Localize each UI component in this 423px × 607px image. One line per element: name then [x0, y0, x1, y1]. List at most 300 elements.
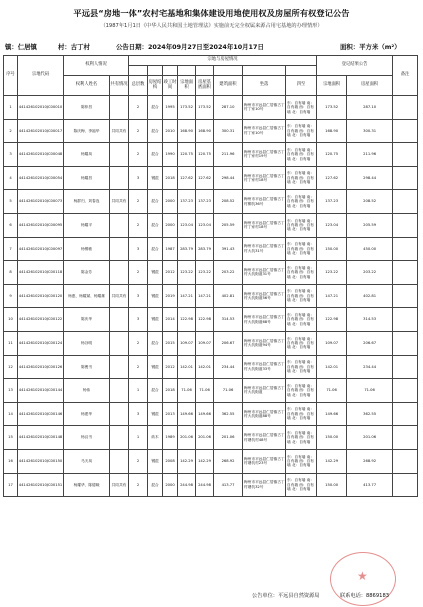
cell-location: 梅州市平远县仁居镇古丁村丁家村18号 — [243, 213, 286, 237]
cell-bounds: 东：自有墙 南：自有墙 西：自有墙 北：自有墙 — [286, 143, 317, 167]
cell-remark — [393, 308, 418, 332]
cell-layers: 2 — [129, 331, 148, 355]
cell-bounds: 东：自有墙 南：自有墙 西：自有墙 北：自有墙 — [286, 237, 317, 261]
cell-remark — [393, 96, 418, 120]
cell-layers: 2 — [129, 473, 148, 497]
cell-reg-land: 137.23 — [317, 190, 347, 214]
cell-structure: 钢混 — [148, 449, 163, 473]
cell-build-area: 287.10 — [214, 96, 243, 120]
table-row — [4, 379, 418, 403]
cell-parcel-code: 441426102010JC00146 — [18, 402, 64, 426]
cell-structure: 钢混 — [148, 284, 163, 308]
cell-shared: 共同共有 — [110, 119, 129, 143]
cell-base-area: 109.07 — [196, 331, 214, 355]
cell-land-area: 142.29 — [178, 449, 196, 473]
cell-shared — [110, 237, 129, 261]
registration-table — [3, 55, 418, 497]
cell-land-area: 137.23 — [178, 190, 196, 214]
cell-base-area: 123.22 — [196, 261, 214, 285]
cell-year: 1995 — [163, 96, 178, 120]
header-shared: 共有情况 — [110, 76, 129, 96]
cell-holder-name: 杨耀华、陈德娥 — [64, 473, 110, 497]
cell-remark — [393, 426, 418, 450]
cell-seq: 2 — [4, 119, 18, 143]
cell-holder-name: 杨耀平 — [64, 213, 110, 237]
cell-base-area: 71.06 — [196, 379, 214, 403]
cell-location: 梅州市平远县仁居镇古丁村大坑街道31号 — [243, 261, 286, 285]
cell-year: 2000 — [163, 473, 178, 497]
cell-remark — [393, 402, 418, 426]
table-row — [4, 449, 418, 473]
table-row — [4, 473, 418, 497]
table-row — [4, 190, 418, 214]
cell-location: 梅州市平远县仁居镇古丁村塘坑村48号 — [243, 426, 286, 450]
cell-shared: 共同共有 — [110, 190, 129, 214]
cell-reg-build: 201.06 — [347, 426, 393, 450]
cell-structure: 砖木 — [148, 426, 163, 450]
cell-reg-land: 150.00 — [317, 473, 347, 497]
header-parcel-code: 宗地代码 — [18, 56, 64, 96]
cell-seq: 10 — [4, 308, 18, 332]
footer-phone: 联系电话：8869183 — [340, 593, 390, 599]
header-year: 竣工时间 — [163, 76, 178, 96]
cell-base-area: 201.06 — [196, 426, 214, 450]
cell-year: 2012 — [163, 261, 178, 285]
cell-build-area: 362.55 — [214, 402, 243, 426]
header-land-group: 宗地与房屋情况 — [129, 56, 317, 66]
cell-reg-land: 123.22 — [317, 261, 347, 285]
cell-bounds: 东：自有墙 南：自有墙 西：自有墙 北：自有墙 — [286, 166, 317, 190]
cell-remark — [393, 190, 418, 214]
cell-remark — [393, 237, 418, 261]
cell-holder-name: 马天凤 — [64, 449, 110, 473]
cell-remark — [393, 213, 418, 237]
cell-parcel-code: 441426102010JC00095 — [18, 213, 64, 237]
cell-year: 2000 — [163, 190, 178, 214]
cell-bounds: 东：自有墙 南：自有墙 西：自有墙 北：自有墙 — [286, 284, 317, 308]
cell-parcel-code: 441426102010JC00144 — [18, 379, 64, 403]
cell-year: 2010 — [163, 119, 178, 143]
cell-shared — [110, 426, 129, 450]
cell-reg-build: 71.06 — [347, 379, 393, 403]
cell-base-area: 142.29 — [196, 449, 214, 473]
cell-location: 梅州市平远县仁居镇古丁村大坑街道 — [243, 379, 286, 403]
cell-reg-build: 268.92 — [347, 449, 393, 473]
cell-holder-name: 陈庆梅、李福华 — [64, 119, 110, 143]
cell-layers: 2 — [129, 119, 148, 143]
cell-reg-build: 314.53 — [347, 308, 393, 332]
cell-base-area: 127.62 — [196, 166, 214, 190]
cell-remark — [393, 261, 418, 285]
cell-seq: 16 — [4, 449, 18, 473]
cell-parcel-code: 441426102010JC00010 — [18, 96, 64, 120]
notice-title: 平远县“房地一体”农村宅基地和集体建设用地使用权及房屋所有权登记公告 — [73, 8, 350, 18]
cell-bounds: 东：自有墙 南：自有墙 西：自有墙 北：自有墙 — [286, 119, 317, 143]
cell-holder-name: 陈俊书 — [64, 355, 110, 379]
header-base-area: 房屋基底面积 — [196, 76, 214, 96]
header-structure: 房屋结构 — [148, 76, 163, 96]
cell-structure: 混合 — [148, 119, 163, 143]
cell-reg-land: 109.07 — [317, 331, 347, 355]
cell-reg-build: 298.44 — [347, 166, 393, 190]
cell-bounds: 东：自有墙 南：自有墙 西：自有墙 北：自有墙 — [286, 190, 317, 214]
cell-shared: 共同共有 — [110, 284, 129, 308]
header-land-area: 宗地面积 — [178, 76, 196, 96]
cell-holder-name: 杨惠、杨耀斌、杨耀雄 — [64, 284, 110, 308]
cell-land-area: 120.75 — [178, 143, 196, 167]
cell-build-area: 413.77 — [214, 473, 243, 497]
cell-remark — [393, 473, 418, 497]
cell-build-area: 206.67 — [214, 331, 243, 355]
cell-holder-name: 陈金芳 — [64, 261, 110, 285]
cell-seq: 15 — [4, 426, 18, 450]
cell-year: 2018 — [163, 166, 178, 190]
header-holder-group: 权利人情况 — [64, 56, 129, 76]
cell-parcel-code: 441426102010JC00126 — [18, 355, 64, 379]
cell-land-area: 127.62 — [178, 166, 196, 190]
meta-village: 村：古丁村 — [58, 43, 90, 51]
cell-build-area: 391.43 — [214, 237, 243, 261]
cell-reg-build: 300.31 — [347, 119, 393, 143]
cell-shared — [110, 143, 129, 167]
cell-structure: 混合 — [148, 96, 163, 120]
cell-layers: 2 — [129, 96, 148, 120]
cell-year: 2000 — [163, 213, 178, 237]
cell-land-area: 244.98 — [178, 473, 196, 497]
cell-location: 梅州市平远县仁居镇古丁村塘坑村23号 — [243, 449, 286, 473]
header-seq: 序号 — [4, 56, 18, 96]
cell-layers: 2 — [129, 355, 148, 379]
cell-seq: 9 — [4, 284, 18, 308]
header-remark: 备注 — [393, 56, 418, 96]
cell-location: 梅州市平远县仁居镇古丁村大坑街道68号 — [243, 308, 286, 332]
cell-location: 梅州市平远县仁居镇古丁村大坑31号 — [243, 237, 286, 261]
cell-bounds: 东：自有墙 南：自有墙 西：自有墙 北：自有墙 — [286, 355, 317, 379]
cell-holder-name: 杨群归、刘春连 — [64, 190, 110, 214]
cell-build-area: 314.53 — [214, 308, 243, 332]
cell-structure: 钢混 — [148, 402, 163, 426]
header-build-area: 建筑面积 — [214, 76, 243, 96]
header-bounds: 四至 — [286, 76, 317, 96]
cell-reg-build: 413.77 — [347, 473, 393, 497]
cell-remark — [393, 166, 418, 190]
cell-bounds: 东：自有墙 南：自有墙 西：自有墙 北：自有墙 — [286, 402, 317, 426]
cell-holder-name: 杨汉书 — [64, 426, 110, 450]
table-row — [4, 426, 418, 450]
cell-layers: 1 — [129, 426, 148, 450]
header-holder-name: 权利人姓名 — [64, 76, 110, 96]
cell-seq: 14 — [4, 402, 18, 426]
cell-reg-build: 206.67 — [347, 331, 393, 355]
cell-reg-build: 203.22 — [347, 261, 393, 285]
cell-seq: 5 — [4, 190, 18, 214]
cell-parcel-code: 441426102010JC00150 — [18, 449, 64, 473]
cell-parcel-code: 441426102010JC00048 — [18, 143, 64, 167]
cell-layers: 3 — [129, 166, 148, 190]
cell-year: 2013 — [163, 402, 178, 426]
cell-bounds: 东：自有墙 南：自有墙 西：自有墙 北：自有墙 — [286, 379, 317, 403]
table-row — [4, 119, 418, 143]
cell-bounds: 东：自有墙 南：自有墙 西：自有墙 北：自有墙 — [286, 426, 317, 450]
cell-land-area: 283.79 — [178, 237, 196, 261]
cell-parcel-code: 441426102010JC00122 — [18, 308, 64, 332]
table-row — [4, 355, 418, 379]
cell-land-area: 123.04 — [178, 213, 196, 237]
cell-seq: 17 — [4, 473, 18, 497]
cell-build-area: 211.96 — [214, 143, 243, 167]
cell-location: 梅州市平远县仁居镇古丁村大坑街道33号 — [243, 355, 286, 379]
cell-bounds: 东：自有墙 南：自有墙 西：自有墙 北：自有墙 — [286, 473, 317, 497]
cell-structure: 钢混 — [148, 261, 163, 285]
cell-build-area: 201.06 — [214, 426, 243, 450]
cell-seq: 4 — [4, 166, 18, 190]
cell-reg-build: 205.59 — [347, 213, 393, 237]
cell-parcel-code: 441426102010JC00017 — [18, 119, 64, 143]
cell-shared — [110, 449, 129, 473]
cell-remark — [393, 379, 418, 403]
table-row — [4, 261, 418, 285]
registration-table-wrap — [3, 55, 417, 497]
meta-unit: 面积：平方米（m²） — [340, 43, 401, 51]
cell-holder-name: 陈庆华 — [64, 308, 110, 332]
cell-location: 梅州市平远县仁居镇古丁村塘坑32号 — [243, 473, 286, 497]
table-row — [4, 308, 418, 332]
cell-structure: 钢混 — [148, 355, 163, 379]
cell-location: 梅州市平远县仁居镇古丁村柳坑36号 — [243, 190, 286, 214]
cell-year: 1990 — [163, 143, 178, 167]
cell-bounds: 东：自有墙 南：自有墙 西：自有墙 北：自有墙 — [286, 261, 317, 285]
cell-base-area: 244.98 — [196, 473, 214, 497]
cell-seq: 13 — [4, 379, 18, 403]
cell-parcel-code: 441426102010JC00120 — [18, 284, 64, 308]
cell-reg-land: 120.75 — [317, 143, 347, 167]
cell-holder-name: 陈仲昌 — [64, 96, 110, 120]
cell-structure: 混合 — [148, 331, 163, 355]
cell-remark — [393, 284, 418, 308]
cell-layers: 3 — [129, 284, 148, 308]
cell-bounds: 东：自有墙 南：自有墙 西：自有墙 北：自有墙 — [286, 213, 317, 237]
cell-seq: 6 — [4, 213, 18, 237]
cell-holder-name: 杨耀凤 — [64, 143, 110, 167]
cell-location: 梅州市平远县仁居镇古丁村丁家村19号 — [243, 143, 286, 167]
cell-shared — [110, 355, 129, 379]
cell-land-area: 71.06 — [178, 379, 196, 403]
cell-bounds: 东：自有墙 南：自有墙 西：自有墙 北：自有墙 — [286, 449, 317, 473]
cell-land-area: 109.07 — [178, 331, 196, 355]
cell-layers: 3 — [129, 237, 148, 261]
cell-remark — [393, 449, 418, 473]
cell-build-area: 71.06 — [214, 379, 243, 403]
cell-structure: 混合 — [148, 473, 163, 497]
cell-build-area: 203.22 — [214, 261, 243, 285]
cell-structure: 混合 — [148, 379, 163, 403]
cell-shared — [110, 379, 129, 403]
cell-build-area: 402.81 — [214, 284, 243, 308]
cell-layers: 2 — [129, 213, 148, 237]
cell-year: 2018 — [163, 379, 178, 403]
table-row — [4, 143, 418, 167]
cell-bounds: 东：自有墙 南：自有墙 西：自有墙 北：自有墙 — [286, 96, 317, 120]
cell-year: 2019 — [163, 284, 178, 308]
cell-seq: 7 — [4, 237, 18, 261]
cell-reg-land: 173.52 — [317, 96, 347, 120]
footer-agency: 公告单位：平远县自然资源局 — [252, 593, 320, 599]
table-row — [4, 237, 418, 261]
cell-location: 梅州市平远县仁居镇古丁村丁家10号 — [243, 96, 286, 120]
header-location: 坐落 — [243, 76, 286, 96]
cell-seq: 3 — [4, 143, 18, 167]
cell-base-area: 122.98 — [196, 308, 214, 332]
cell-land-area: 122.98 — [178, 308, 196, 332]
cell-parcel-code: 441426102010JC00151 — [18, 473, 64, 497]
cell-shared — [110, 213, 129, 237]
cell-structure: 钢混 — [148, 166, 163, 190]
cell-build-area: 208.52 — [214, 190, 243, 214]
cell-location: 梅州市平远县仁居镇古丁村大坑街道56号 — [243, 284, 286, 308]
cell-land-area: 173.52 — [178, 96, 196, 120]
cell-structure: 钢混 — [148, 308, 163, 332]
cell-reg-land: 123.04 — [317, 213, 347, 237]
cell-reg-build: 208.52 — [347, 190, 393, 214]
cell-reg-land: 127.62 — [317, 166, 347, 190]
cell-structure: 混合 — [148, 237, 163, 261]
cell-base-area: 173.52 — [196, 96, 214, 120]
cell-parcel-code: 441426102010JC00097 — [18, 237, 64, 261]
cell-structure: 混合 — [148, 143, 163, 167]
cell-shared — [110, 402, 129, 426]
meta-period: 公告日期：2024年09月27日至2024年10月17日 — [116, 43, 264, 51]
cell-reg-land: 147.21 — [317, 284, 347, 308]
cell-reg-land: 150.00 — [317, 237, 347, 261]
cell-shared — [110, 261, 129, 285]
cell-build-area: 234.44 — [214, 355, 243, 379]
cell-land-area: 147.21 — [178, 284, 196, 308]
cell-year: 2015 — [163, 331, 178, 355]
cell-remark — [393, 143, 418, 167]
table-row — [4, 96, 418, 120]
cell-base-area: 147.21 — [196, 284, 214, 308]
cell-parcel-code: 441426102010JC00148 — [18, 426, 64, 450]
cell-land-area: 123.22 — [178, 261, 196, 285]
cell-holder-name: 杨谷明 — [64, 331, 110, 355]
cell-layers: 1 — [129, 379, 148, 403]
header-reg-group: 登记结果公告 — [317, 56, 393, 76]
cell-bounds: 东：自有墙 南：自有墙 西：自有墙 北：自有墙 — [286, 308, 317, 332]
header-reg-land: 宗地面积 — [317, 76, 347, 96]
cell-layers: 3 — [129, 308, 148, 332]
cell-seq: 1 — [4, 96, 18, 120]
cell-location: 梅州市平远县仁居镇古丁村大坑街道88号 — [243, 402, 286, 426]
cell-shared — [110, 308, 129, 332]
cell-reg-build: 211.96 — [347, 143, 393, 167]
cell-base-area: 137.23 — [196, 190, 214, 214]
table-row — [4, 284, 418, 308]
cell-year: 1987 — [163, 237, 178, 261]
cell-parcel-code: 441426102010JC00054 — [18, 166, 64, 190]
cell-shared — [110, 166, 129, 190]
cell-build-area: 205.59 — [214, 213, 243, 237]
cell-layers: 2 — [129, 143, 148, 167]
cell-shared — [110, 96, 129, 120]
cell-reg-land: 71.06 — [317, 379, 347, 403]
cell-reg-land: 168.90 — [317, 119, 347, 143]
cell-holder-name: 杨建华 — [64, 402, 110, 426]
cell-remark — [393, 119, 418, 143]
cell-holder-name: 杨伟 — [64, 379, 110, 403]
cell-build-area: 298.44 — [214, 166, 243, 190]
cell-layers: 2 — [129, 261, 148, 285]
header-reg-build: 房屋面积 — [347, 76, 393, 96]
cell-seq: 12 — [4, 355, 18, 379]
cell-base-area: 142.01 — [196, 355, 214, 379]
cell-reg-land: 142.29 — [317, 449, 347, 473]
cell-reg-land: 150.00 — [317, 426, 347, 450]
cell-reg-build: 234.44 — [347, 355, 393, 379]
cell-land-area: 149.66 — [178, 402, 196, 426]
cell-structure: 混合 — [148, 190, 163, 214]
notice-subtitle: （1987年1月1日《中华人民共和国土地管理法》实施前无完全权属来源占用宅基地的办理情形） — [100, 23, 323, 29]
cell-remark — [393, 331, 418, 355]
cell-location: 梅州市平远县仁居镇古丁村丁家村18号 — [243, 166, 286, 190]
cell-reg-land: 142.01 — [317, 355, 347, 379]
cell-land-area: 201.06 — [178, 426, 196, 450]
cell-base-area: 120.75 — [196, 143, 214, 167]
cell-shared — [110, 331, 129, 355]
table-row — [4, 166, 418, 190]
cell-shared: 共同共有 — [110, 473, 129, 497]
cell-year: 2014 — [163, 308, 178, 332]
cell-layers: 2 — [129, 449, 148, 473]
cell-base-area: 123.04 — [196, 213, 214, 237]
cell-land-area: 168.90 — [178, 119, 196, 143]
cell-structure: 混合 — [148, 213, 163, 237]
cell-location: 梅州市平远县仁居镇古丁村大坑街道94号 — [243, 331, 286, 355]
cell-reg-land: 149.66 — [317, 402, 347, 426]
meta-town: 镇：仁居镇 — [5, 43, 37, 51]
cell-bounds: 东：自有墙 南：自有墙 西：自有墙 北：自有墙 — [286, 331, 317, 355]
cell-reg-land: 122.98 — [317, 308, 347, 332]
cell-layers: 3 — [129, 402, 148, 426]
cell-reg-build: 450.00 — [347, 237, 393, 261]
cell-seq: 11 — [4, 331, 18, 355]
cell-remark — [393, 355, 418, 379]
cell-build-area: 300.31 — [214, 119, 243, 143]
cell-reg-build: 362.55 — [347, 402, 393, 426]
cell-base-area: 283.79 — [196, 237, 214, 261]
cell-base-area: 149.66 — [196, 402, 214, 426]
seal-star-icon: ★ — [357, 569, 368, 583]
cell-year: 2008 — [163, 449, 178, 473]
cell-build-area: 268.92 — [214, 449, 243, 473]
header-layers: 总层数 — [129, 76, 148, 96]
cell-parcel-code: 441426102010JC00073 — [18, 190, 64, 214]
cell-holder-name: 杨耀昌 — [64, 166, 110, 190]
cell-location: 梅州市平远县仁居镇古丁村丁家10号 — [243, 119, 286, 143]
cell-land-area: 142.01 — [178, 355, 196, 379]
table-row — [4, 331, 418, 355]
table-row — [4, 402, 418, 426]
cell-holder-name: 杨锡敏 — [64, 237, 110, 261]
cell-year: 1989 — [163, 426, 178, 450]
cell-layers: 2 — [129, 190, 148, 214]
cell-year: 2012 — [163, 355, 178, 379]
cell-reg-build: 287.10 — [347, 96, 393, 120]
cell-base-area: 168.90 — [196, 119, 214, 143]
cell-reg-build: 402.81 — [347, 284, 393, 308]
cell-seq: 8 — [4, 261, 18, 285]
table-body — [4, 96, 418, 497]
table-row — [4, 213, 418, 237]
